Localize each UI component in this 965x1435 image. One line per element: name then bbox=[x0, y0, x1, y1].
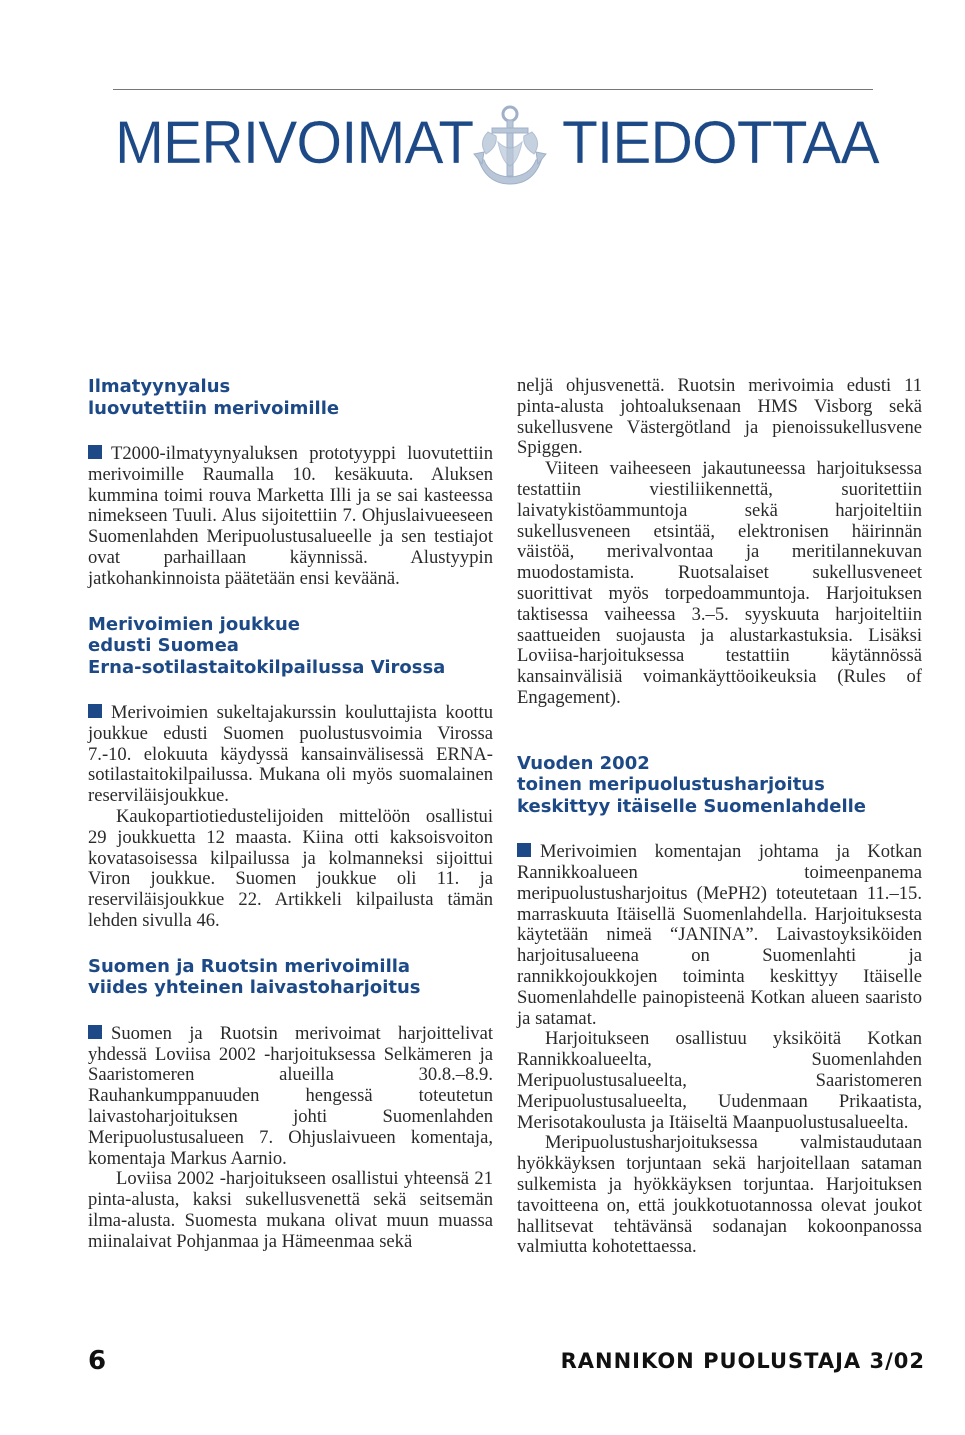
publication-title: RANNIKON PUOLUSTAJA 3/02 bbox=[560, 1349, 925, 1373]
masthead-left: MERIVOIMAT bbox=[115, 109, 474, 176]
article-1-paragraph: T2000-ilmatyynyaluksen prototyyppi luovutettiin merivoimille Raumalla 10. kesäkuuta. Aluksen kummina toimi rouva Marketta Illi ja se sai kasteessa nimekseen Tuuli. Alus sijoitettiin 7. Ohjuslaivueeseen Suomenlahden Meripuolustusalueelle ja sen testiajot ovat parhaillaan käynnissä. Alustyypin jatkohankinnoista päätetään ensi keväänä. bbox=[88, 443, 493, 589]
article-2-heading: Merivoimien joukkue edusti Suomea Erna-sotilastaitokilpailussa Virossa bbox=[88, 613, 446, 678]
article-3-heading: Suomen ja Ruotsin merivoimilla viides yhteinen laivastoharjoitus bbox=[88, 955, 421, 999]
article-2-paragraph: Merivoimien sukeltajakurssin kouluttajista koottu joukkue edusti Suomen puolustusvoimia Virossa 7.-10. elokuuta käydyssä kansainvälisessä ERNA-sotilastaitokilpailussa. Mukana oli myös suomalainen reserviläisjoukkue. bbox=[88, 702, 493, 807]
anchor-emblem-icon bbox=[468, 102, 552, 192]
article-3-paragraph: Loviisa 2002 -harjoitukseen osallistui yhteensä 21 pinta-alusta, kaksi sukellusvenettä sekä seitsemän ilma-alusta. Suomesta mukana olivat muun muassa miinalaivat Pohjanmaa ja Hämeenmaa sekä bbox=[88, 1168, 493, 1252]
article-4-paragraph: Meripuolustusharjoituksessa valmistaudutaan hyökkäyksen torjuntaan sekä harjoitellaan sataman sulkemista ja hyökkäyksen torjuntaa. Harjoituksen tavoitteena on, että joukkotuotannossa olevat joukot hallitsevat tehtävänsä sodanajan kokoonpanossa valmiutta kohotettaessa. bbox=[517, 1132, 922, 1258]
article-3-continuation: Viiteen vaiheeseen jakautuneessa harjoituksessa testattiin viestiliikennettä, suoritettiin laivatykistöammuntoja sekä harjoiteltiin sukellusveneen etsintää, elektronisen häirinnän väistöä, merivalvontaa ja meritilannekuvan muodostamista. Ruotsalaiset sukellusveneet suorittivat myös torpedoammuntoja. Harjoituksen taktisessa vaiheessa 3.–5. syyskuuta harjoiteltiin saattueiden suojausta ja alustarkastuksia. Lisäksi Loviisa-harjoituksessa testattiin käytännössä kansainvälisiä voimankäyttöoikeuksia (Rules of Engagement). bbox=[517, 458, 922, 708]
right-column bbox=[517, 376, 922, 1258]
bullet-square-icon bbox=[88, 1025, 102, 1039]
article-4-paragraph: Harjoitukseen osallistuu yksiköitä Kotkan Rannikkoalueelta, Suomenlahden Meripuolustusalueelta, Saaristomeren Meripuolustusalueelta, Uudenmaan Prikaatista, Merisotakoulusta ja Itäiseltä Maanpuolustusalueelta. bbox=[517, 1028, 922, 1133]
page-number: 6 bbox=[88, 1346, 107, 1376]
article-3-continuation: neljä ohjusvenettä. Ruotsin merivoimia edusti 11 pinta-alusta johtoaluksenaan HMS Visborg sekä sukellusvene Västergötland ja pienoissukellusvene Spiggen. bbox=[517, 375, 922, 459]
masthead bbox=[0, 102, 965, 192]
article-4-heading: Vuoden 2002 toinen meripuolustusharjoitus keskittyy itäiselle Suomenlahdelle bbox=[517, 752, 867, 817]
article-1-heading: Ilmatyynyalus luovutettiin merivoimille bbox=[88, 376, 340, 419]
article-2-paragraph: Kaukopartiotiedustelijoiden mittelöön osallistui 29 joukkuetta 12 maasta. Kiina otti kaksoisvoiton kovatasoisessa kilpailussa ja kolmanneksi sijoittui Viron joukkue. Suomen joukkue oli 11. ja reserviläisjoukkue 22. Artikkeli kilpailusta tämän lehden sivulla 46. bbox=[88, 806, 493, 932]
header-rule bbox=[113, 89, 873, 90]
article-3-paragraph: Suomen ja Ruotsin merivoimat harjoittelivat yhdessä Loviisa 2002 -harjoituksessa Selkämeren ja Saaristomeren alueilla 30.8.–8.9. Rauhankumppanuuden hengessä toteutetun laivastoharjoituksen johti Suomenlahden Meripuolustusalueen 7. Ohjuslaivueen komentaja, komentaja Markus Aarnio. bbox=[88, 1022, 493, 1169]
masthead-right: TIEDOTTAA bbox=[562, 109, 879, 176]
bullet-square-icon bbox=[88, 704, 102, 718]
bullet-square-icon bbox=[517, 843, 531, 857]
bullet-square-icon bbox=[88, 445, 102, 459]
left-column bbox=[88, 376, 493, 1253]
article-4-paragraph: Merivoimien komentajan johtama ja Kotkan Rannikkoalueen toimeenpanema meripuolustusharjoitus (MePH2) toteutetaan 11.–15. marraskuuta Itäisellä Suomenlahdella. Harjoituksesta käytetään nimeä “JANINA”. Laivastoyksiköiden harjoitusalueena on Suomenlahti ja rannikkojoukkojen toiminta keskittyy Itäiselle Suomenlahdelle painopisteenä Kotkan alueen saaristo ja satamat. bbox=[517, 841, 922, 1029]
